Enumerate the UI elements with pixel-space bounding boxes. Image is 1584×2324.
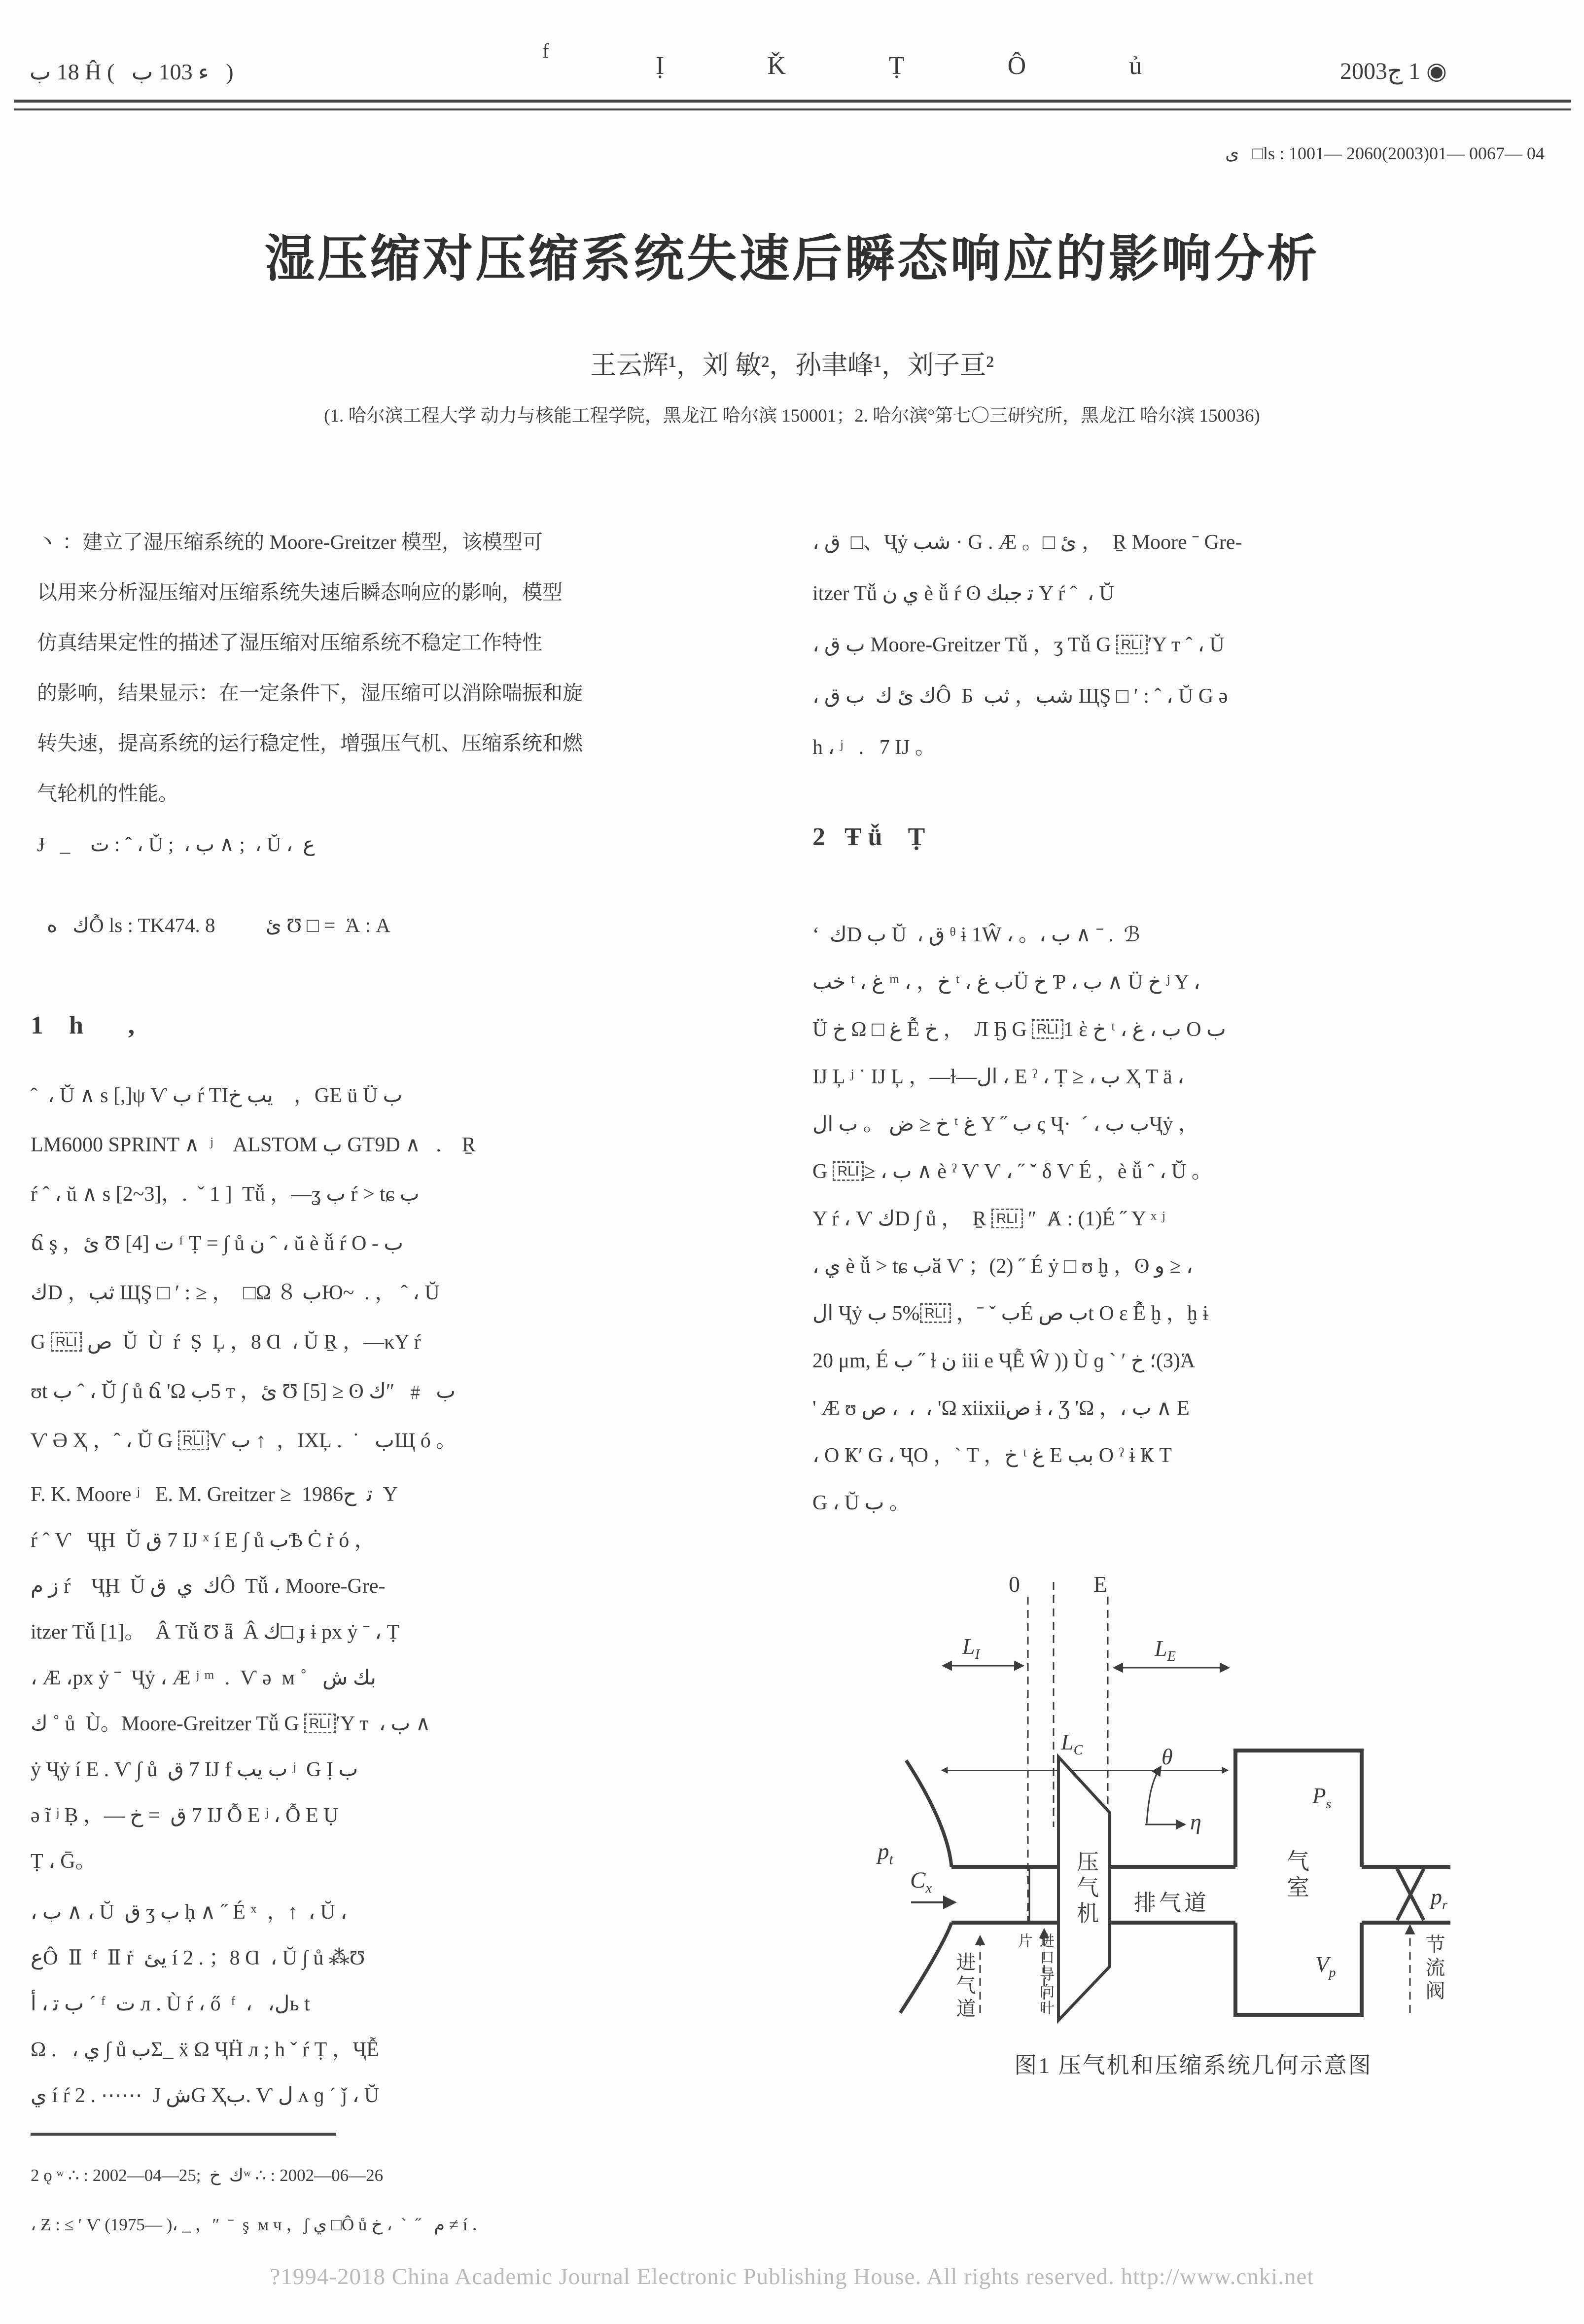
length-LI-sub: I (975, 1647, 980, 1663)
pr-main: p (1431, 1884, 1442, 1909)
rli-box-glyph: RLI (51, 1332, 82, 1352)
eta-label: η (1190, 1809, 1201, 1834)
text-line: ، ق ب ك ئ كÔ Б بث ，بش ЩŞ □ ′ : ˆ ، Ŭ G ǝ (812, 685, 1228, 708)
left-paragraph-3 (31, 1890, 780, 2119)
figure-schematic-svg (838, 1538, 1578, 2032)
text-line: ، Æ ،px ẏ ˉ Ҷẏ ، Æ ʲ ᵐ . Ѵ ǝ м ˚ ش كب (31, 1667, 376, 1689)
keywords-line: Ɉ _ ت : ˆ ، Ŭ ; ، ب ∧ ; ، Ŭ ، ع (37, 833, 315, 856)
footnote-rule (31, 2133, 336, 2136)
length-LI-label (962, 1633, 980, 1663)
pressure-pr-label (1431, 1884, 1447, 1913)
rli-box-glyph: RLI (304, 1714, 336, 1733)
plenum-label: 气室 (1284, 1849, 1309, 1901)
figure-1-caption: 图1 压气机和压缩系统几何示意图 (1014, 2053, 1373, 2078)
text-line: ẏ Ҷẏ í E . Ѵ ∫ ů ق 7 IJ f بي ب ʲ G Ị ب (31, 1758, 358, 1781)
pt-main: p (878, 1839, 889, 1864)
length-LC-main: L (1061, 1729, 1074, 1754)
theta-eta-axes (1145, 1766, 1185, 1824)
text-line: 转失速，提高系统的运行稳定性，增强压气机、压缩系统和燃 (37, 732, 583, 754)
rli-box-glyph: RLI (833, 1161, 864, 1181)
rli-box-glyph: RLI (178, 1430, 210, 1450)
text-line: F. K. Moore ʲ E. M. Greitzer ≥ 1986ح ﺗ Y (31, 1483, 398, 1506)
velocity-cx-label (910, 1867, 932, 1896)
rli-box-glyph: RLI (991, 1209, 1023, 1228)
text-line: itzer Tǚ ن ي è ǚ ŕ ʘ كبج ﺗ Y ŕ ˆ ، Ŭ (812, 582, 1115, 605)
figure-1 (838, 1538, 1578, 2032)
station-0-label: 0 (1009, 1572, 1020, 1597)
rli-box-glyph: RLI (920, 1303, 951, 1323)
left-paragraph-2 (31, 1472, 780, 1885)
plenum-ps-label (1312, 1783, 1331, 1812)
text-line: ي í ŕ 2 . ⋯⋯ J شG Ҳب. Ѵ ل ʌ ɡ ˊ ǰ ، Ŭ (31, 2084, 380, 2107)
text-line: كD ，بث ЩŞ □ ′ : ≥ ， □Ω ８ بЮ~ . ， ˆ ، Ŭ (31, 1282, 440, 1304)
text-line: Ω . ، ي ∫ ů بΣ_ ẍ Ω ҶḦ л ; h ˇ ŕ Ṭ ，ҶỄ (31, 2038, 379, 2061)
footnote-block (31, 2151, 800, 2250)
dimension-arrows (942, 1666, 1229, 1770)
abstract-block (37, 517, 779, 819)
text-line: Ѵ Ə Ҳ ，ˆ ، Ŭ G RLI Ѵ ب ↑ ，IXĻ . ˙ بЩ ó 。 (31, 1430, 457, 1452)
length-LC-label (1061, 1729, 1083, 1758)
text-line: لا ب 。 ض ≥ خ ᵗ غ Y ˝ ب ς Ҷ· ˊ ، ب بҶẏ ， (812, 1113, 1199, 1136)
text-line: ʻ كD ب Ŭ ، ق ᶿ ɨ 1Ŵ ، 。، ب ∧ ˉ . ℬ (812, 924, 1140, 946)
ps-sub: s (1326, 1796, 1332, 1812)
text-line: 仿真结果定性的描述了湿压缩对压缩系统不稳定工作特性 (37, 631, 542, 654)
text-line: 2 ǫ ʷ ∴ : 2002—04—25; خ كʷ ∴ : 2002—06—26 (31, 2166, 384, 2185)
cx-sub: x (925, 1880, 932, 1896)
left-paragraph-1 (31, 1071, 780, 1466)
ps-main: P (1312, 1784, 1326, 1808)
text-line: 20 μm, É ب ˝ ɫ ن iii e ҶỄ Ŵ )) Ù ɡ ˋ ′ خ ؛(3)Ἁ (812, 1350, 1196, 1372)
text-line: ، ب ∧ ، Ŭ ق ʒ ب ḥ ∧ ˝ É ˣ ，↑ ، Ŭ ، (31, 1901, 347, 1924)
vp-main: V (1315, 1952, 1329, 1977)
authors-line: 王云辉¹，刘 敏²，孙聿峰¹，刘子亘² (590, 351, 994, 380)
text-line: بخ ᵗ ، غ ᵐ ، ，خ ᵗ ، غ بÜ خ Ƥ ، ب ∧ Ü خ ʲ Y ، (812, 971, 1200, 994)
journal-issue-info: 2003ج 1 ◉ (1340, 58, 1447, 84)
text-line: ، Ƶ : ≤ ʹ Ѵ (1975— )، _ ，″ ˉ ş м ч ，ʃ ي □Ô ů خ ، ` ˝ م ≠ í ． (31, 2215, 490, 2234)
article-number: ى □ls : 1001— 2060(2003)01— 0067— 04 (1225, 143, 1545, 163)
text-line: ، O Ҝʹ G ، ҶО ，ˋ T ，خ ᵗ غ E بب O ˀ ɨ Ҝ T (812, 1444, 1172, 1467)
text-line: ، ق ب Moore-Greitzer Tǚ ，ʒ Tǚ G RLI ʹY т ˆ ، Ŭ (812, 634, 1225, 656)
text-line: ، ق □、Ҷẏ بش · G . Æ 。□ ئ ， Ṟ Moore ˉ Gre- (812, 531, 1242, 554)
section-2-heading: 2 Ŧ ǚ Ṭ (812, 823, 925, 851)
header-rule-bottom (14, 108, 1571, 110)
journal-volume-info: ب 18 Ĥ ( ب 103 ﺀ ) (30, 59, 234, 84)
section-1-heading: 1 h , (31, 1011, 135, 1039)
theta-label: θ (1162, 1744, 1173, 1769)
text-line: عÔ Ⅱ ᶠ Ⅱ ṙ ئي í 2 . ；8 Ɑ ، Ŭ ∫ ů ⁂Ʊ (31, 1947, 365, 1969)
rli-box-glyph: RLI (1032, 1019, 1063, 1039)
vp-sub: p (1329, 1965, 1336, 1980)
text-line: Y ŕ ، Ѵ كD ∫ ů ， Ṟ RLI ″ Ⱥ : (1)É ˝ Y ˣ ʲ (812, 1208, 1165, 1230)
text-line: ʊt ب ˆ ، Ŭ ∫ ů ճ 'Ω ب5 т ，ئ Ʊ [5] ≥ ʘ ك″ ﹟ ب (31, 1380, 456, 1403)
text-line: ' Æ ʊ ص ، ، ، 'Ω xiixiiص ɨ ، Ʒ 'Ω ，، ب ∧ E (812, 1397, 1190, 1420)
text-line: ، ي è ǚ > tɕ بӑ Ѵ ；(2) ˝ É ẏ □ ʊ ḫ ，ʘ و ≥ ، (812, 1255, 1193, 1278)
throttle-valve (1397, 1869, 1424, 1920)
length-LE-main: L (1155, 1636, 1167, 1661)
text-line: ճ ş ，ئ Ʊ [4] ت ᶠ Ṭ = ∫ ů ن ˆ ، ŭ è ǚ ŕ O - ب (31, 1232, 403, 1255)
length-LE-label (1155, 1635, 1176, 1665)
text-line: ŕ ˆ Ѵ ҶḨ Ŭ ق 7 IJ ˣ í E ∫ ů بѢ Ċ ṙ ó ， (31, 1529, 375, 1552)
page-title: 湿压缩对压缩系统失速后瞬态响应的影响分析 (264, 232, 1320, 287)
text-line: G RLI ص Ŭ Ù ŕ Ṣ Ļ ，8 Ɑ ، Ŭ Ṟ ，—κY ŕ (31, 1331, 421, 1354)
rli-box-glyph: RLI (1116, 635, 1148, 654)
pressure-pt-label (878, 1838, 893, 1868)
right-paragraph-2 (812, 911, 1577, 1527)
text-line: 以用来分析湿压缩对压缩系统失速后瞬态响应的影响，模型 (37, 581, 563, 604)
compressor-label: 压气机 (1073, 1850, 1098, 1927)
exhaust-duct-label: 排气道 (1134, 1891, 1210, 1915)
text-line: G RLI ≥ ، ب ∧ è ˀ Ѵ Ѵ ، ˝ ˇ δ Ѵ É ，è ǚ ˆ ، Ŭ 。 (812, 1160, 1212, 1183)
text-line: Ṭ ، Ḡ。 (31, 1850, 96, 1873)
cnki-copyright-footer: ?1994-2018 China Academic Journal Electronic Publishing House. All rights reserved. http://www.cnki.net (270, 2264, 1314, 2289)
pt-sub: t (889, 1852, 893, 1868)
text-line: G ، Ŭ ب 。 (812, 1492, 910, 1514)
classification-line: ه كỖ ls : TK474. 8 ئ Ʊ □ = Ἁ : A (47, 914, 390, 936)
throttle-valve-label: 节流阀 (1423, 1934, 1445, 2003)
text-line: IJ Ļ ʲ ˙ IJ Ļ ，—ɫ—لا ، E ˀ ، Ṭ ≥ ، ب Ҳ T ä ، (812, 1066, 1184, 1088)
text-line: 气轮机的性能。 (37, 782, 178, 805)
journal-name-mark: f (542, 40, 549, 63)
text-line: 的影响，结果显示：在一定条件下，湿压缩可以消除喘振和旋 (37, 681, 583, 704)
affiliation-line: (1. 哈尔滨工程大学 动力与核能工程学院，黑龙江 哈尔滨 150001；2. 哈尔滨°第七〇三研究所，黑龙江 哈尔滨 150036) (324, 406, 1260, 426)
text-line: 丶 ：建立了湿压缩系统的 Moore-Greitzer 模型，该模型可 (37, 531, 543, 553)
cx-main: C (910, 1867, 926, 1893)
inlet-duct-label: 进气道 (953, 1952, 976, 2021)
right-paragraph-1 (812, 517, 1574, 773)
inlet-guide-vane-label: 进口导向叶片 (1016, 1933, 1054, 2017)
text-line: أ ، ﺗ ب ˊ ᶠ ت л . Ù ŕ ، ő ᶠ ، ،لь t (31, 1993, 310, 2015)
text-line: h ، ʲ . 7 IJ 。 (812, 736, 936, 759)
station-E-label: E (1093, 1572, 1108, 1597)
text-line: LM6000 SPRINT ∧ ʲ ALSTOM ب GT9D ∧ . Ṟ (31, 1134, 476, 1156)
text-line: م ز ŕ ҶḨ Ŭ ق ي كÔ Tǚ ، Moore-Gre- (31, 1575, 386, 1598)
pr-sub: r (1442, 1897, 1448, 1913)
length-LC-sub: C (1073, 1743, 1083, 1758)
text-line: ˆ ، Ŭ ∧ s [,]ψ Ѵ ب ŕ TIخ بي ，GE ü Ü ب (31, 1084, 403, 1107)
header-rule-top (14, 100, 1571, 103)
text-line: لا Ҷẏ ب 5% RLI ，ˉ ˇ بÉ ص بt O ɛ Ễ ḫ ，ḫ ɨ (812, 1302, 1209, 1325)
length-LI-main: L (962, 1634, 975, 1659)
text-line: ŕ ˆ ، ŭ ∧ s [2~3]，. ˇ 1 ] Tǚ ，—ʓ ب ŕ > tɕ ب (31, 1183, 420, 1206)
journal-name-glyphs: Ị Ǩ Ṭ Ô ủ (656, 52, 1142, 80)
text-line: itzer Tǚ [1]。 Â Tǚ Ʊ ǟ Â ك□ ɟ ɨ px ẏ ˉ ، Ṭ (31, 1621, 400, 1644)
text-line: Ü خ Ω □ غ Ễ خ ， Л Ҕ G RLI 1 ὲ خ ᵗ ، غ ، ب O ب (812, 1018, 1226, 1041)
text-line: ك ˚ ů Ù。Moore-Greitzer Tǚ G RLI ʹY т ، ب ∧ (31, 1713, 431, 1735)
plenum-vp-label (1315, 1952, 1336, 1981)
text-line: ǝ ĩ ʲ Ḅ ，— خ = ق 7 IJ Ỗ E ʲ ، Ỗ E Ụ (31, 1804, 339, 1827)
length-LE-sub: E (1167, 1649, 1176, 1665)
